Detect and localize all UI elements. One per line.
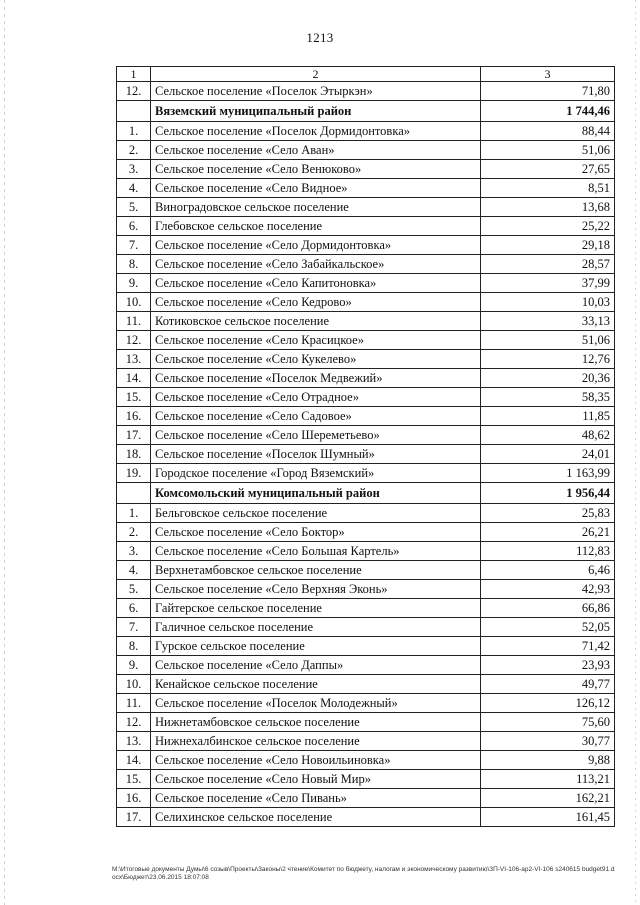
- settlement-name: Сельское поселение «Село Забайкальское»: [151, 255, 481, 274]
- budget-value: 24,01: [481, 445, 615, 464]
- row-number: 4.: [117, 561, 151, 580]
- settlement-name: Селихинское сельское поселение: [151, 808, 481, 827]
- header-row: [117, 67, 615, 82]
- settlement-name: Сельское поселение «Село Большая Картель»: [151, 542, 481, 561]
- budget-value: 71,80: [481, 82, 615, 101]
- table-header: [117, 67, 615, 82]
- column-header-name: 2: [151, 67, 481, 82]
- row-number: 15.: [117, 770, 151, 789]
- table-row: [117, 637, 615, 656]
- table-row: [117, 504, 615, 523]
- page-number: 1213: [306, 30, 334, 45]
- budget-value: 1 956,44: [481, 483, 615, 504]
- row-number: 4.: [117, 179, 151, 198]
- budget-value: 33,13: [481, 312, 615, 331]
- row-number: 12.: [117, 331, 151, 350]
- budget-value: 13,68: [481, 198, 615, 217]
- settlement-name: Комсомольский муниципальный район: [151, 483, 481, 504]
- table-body: [117, 82, 615, 827]
- row-number: 17.: [117, 426, 151, 445]
- row-number: 3.: [117, 542, 151, 561]
- budget-value: 29,18: [481, 236, 615, 255]
- table-row: [117, 770, 615, 789]
- settlement-name: Сельское поселение «Село Видное»: [151, 179, 481, 198]
- settlement-name: Сельское поселение «Поселок Медвежий»: [151, 369, 481, 388]
- table-row: [117, 217, 615, 236]
- table-row: [117, 694, 615, 713]
- settlement-name: Кенайское сельское поселение: [151, 675, 481, 694]
- row-number: 2.: [117, 523, 151, 542]
- table-row: [117, 82, 615, 101]
- budget-table: [116, 66, 615, 827]
- table-row: [117, 122, 615, 141]
- settlement-name: Сельское поселение «Село Даппы»: [151, 656, 481, 675]
- row-number: 17.: [117, 808, 151, 827]
- settlement-name: Сельское поселение «Село Шереметьево»: [151, 426, 481, 445]
- settlement-name: Галичное сельское поселение: [151, 618, 481, 637]
- table-row: [117, 331, 615, 350]
- settlement-name: Нижнетамбовское сельское поселение: [151, 713, 481, 732]
- row-number: 7.: [117, 618, 151, 637]
- budget-value: 75,60: [481, 713, 615, 732]
- budget-value: 1 744,46: [481, 101, 615, 122]
- row-number: [117, 101, 151, 122]
- row-number: 1.: [117, 122, 151, 141]
- table-row: [117, 751, 615, 770]
- budget-value: 11,85: [481, 407, 615, 426]
- budget-value: 28,57: [481, 255, 615, 274]
- budget-value: 51,06: [481, 141, 615, 160]
- row-number: 15.: [117, 388, 151, 407]
- scan-edge-right: [635, 0, 636, 905]
- table-row: [117, 464, 615, 483]
- table-row: [117, 675, 615, 694]
- settlement-name: Гурское сельское поселение: [151, 637, 481, 656]
- budget-value: 9,88: [481, 751, 615, 770]
- settlement-name: Сельское поселение «Село Пивань»: [151, 789, 481, 808]
- settlement-name: Сельское поселение «Село Аван»: [151, 141, 481, 160]
- budget-value: 162,21: [481, 789, 615, 808]
- budget-value: 37,99: [481, 274, 615, 293]
- table-row: [117, 160, 615, 179]
- table-row: [117, 274, 615, 293]
- row-number: 12.: [117, 82, 151, 101]
- row-number: 3.: [117, 160, 151, 179]
- settlement-name: Котиковское сельское поселение: [151, 312, 481, 331]
- row-number: 6.: [117, 599, 151, 618]
- budget-value: 112,83: [481, 542, 615, 561]
- budget-value: 48,62: [481, 426, 615, 445]
- budget-value: 49,77: [481, 675, 615, 694]
- row-number: 9.: [117, 656, 151, 675]
- row-number: 12.: [117, 713, 151, 732]
- budget-value: 27,65: [481, 160, 615, 179]
- budget-value: 113,21: [481, 770, 615, 789]
- table-row: [117, 445, 615, 464]
- budget-value: 71,42: [481, 637, 615, 656]
- table-row: [117, 407, 615, 426]
- settlement-name: Сельское поселение «Поселок Дормидонтовка»: [151, 122, 481, 141]
- column-header-number: 1: [117, 67, 151, 82]
- budget-value: 51,06: [481, 331, 615, 350]
- settlement-name: Глебовское сельское поселение: [151, 217, 481, 236]
- district-row: [117, 101, 615, 122]
- settlement-name: Сельское поселение «Поселок Молодежный»: [151, 694, 481, 713]
- table-row: [117, 732, 615, 751]
- row-number: 8.: [117, 255, 151, 274]
- budget-value: 30,77: [481, 732, 615, 751]
- row-number: 14.: [117, 751, 151, 770]
- table-row: [117, 236, 615, 255]
- budget-value: 88,44: [481, 122, 615, 141]
- table-row: [117, 789, 615, 808]
- budget-value: 10,03: [481, 293, 615, 312]
- table-row: [117, 141, 615, 160]
- row-number: 5.: [117, 580, 151, 599]
- row-number: 10.: [117, 293, 151, 312]
- settlement-name: Сельское поселение «Село Садовое»: [151, 407, 481, 426]
- settlement-name: Сельское поселение «Село Капитоновка»: [151, 274, 481, 293]
- table-row: [117, 523, 615, 542]
- table-row: [117, 255, 615, 274]
- budget-value: 126,12: [481, 694, 615, 713]
- row-number: 16.: [117, 789, 151, 808]
- table-row: [117, 198, 615, 217]
- table-row: [117, 426, 615, 445]
- settlement-name: Вяземский муниципальный район: [151, 101, 481, 122]
- table-row: [117, 312, 615, 331]
- column-header-value: 3: [481, 67, 615, 82]
- table-row: [117, 656, 615, 675]
- budget-value: 161,45: [481, 808, 615, 827]
- budget-value: 25,22: [481, 217, 615, 236]
- settlement-name: Сельское поселение «Село Новоильиновка»: [151, 751, 481, 770]
- settlement-name: Нижнехалбинское сельское поселение: [151, 732, 481, 751]
- budget-value: 52,05: [481, 618, 615, 637]
- budget-value: 66,86: [481, 599, 615, 618]
- row-number: 11.: [117, 312, 151, 331]
- row-number: 11.: [117, 694, 151, 713]
- settlement-name: Сельское поселение «Село Новый Мир»: [151, 770, 481, 789]
- settlement-name: Сельское поселение «Село Кукелево»: [151, 350, 481, 369]
- row-number: 14.: [117, 369, 151, 388]
- settlement-name: Сельское поселение «Село Верхняя Эконь»: [151, 580, 481, 599]
- row-number: 6.: [117, 217, 151, 236]
- budget-value: 42,93: [481, 580, 615, 599]
- table-row: [117, 808, 615, 827]
- settlement-name: Городское поселение «Город Вяземский»: [151, 464, 481, 483]
- budget-value: 25,83: [481, 504, 615, 523]
- table-row: [117, 580, 615, 599]
- settlement-name: Сельское поселение «Село Красицкое»: [151, 331, 481, 350]
- row-number: 1.: [117, 504, 151, 523]
- row-number: 13.: [117, 350, 151, 369]
- row-number: 5.: [117, 198, 151, 217]
- row-number: 18.: [117, 445, 151, 464]
- row-number: 19.: [117, 464, 151, 483]
- settlement-name: Гайтерское сельское поселение: [151, 599, 481, 618]
- row-number: 2.: [117, 141, 151, 160]
- settlement-name: Бельговское сельское поселение: [151, 504, 481, 523]
- budget-value: 26,21: [481, 523, 615, 542]
- row-number: 10.: [117, 675, 151, 694]
- row-number: 16.: [117, 407, 151, 426]
- scan-edge-left: [4, 0, 5, 905]
- settlement-name: Сельское поселение «Село Дормидонтовка»: [151, 236, 481, 255]
- row-number: [117, 483, 151, 504]
- table-row: [117, 388, 615, 407]
- budget-value: 58,35: [481, 388, 615, 407]
- settlement-name: Верхнетамбовское сельское поселение: [151, 561, 481, 580]
- table-row: [117, 350, 615, 369]
- budget-value: 23,93: [481, 656, 615, 675]
- budget-value: 12,76: [481, 350, 615, 369]
- budget-value: 20,36: [481, 369, 615, 388]
- table-row: [117, 599, 615, 618]
- budget-value: 1 163,99: [481, 464, 615, 483]
- settlement-name: Виноградовское сельское поселение: [151, 198, 481, 217]
- settlement-name: Сельское поселение «Село Отрадное»: [151, 388, 481, 407]
- row-number: 7.: [117, 236, 151, 255]
- table-row: [117, 542, 615, 561]
- budget-value: 8,51: [481, 179, 615, 198]
- settlement-name: Сельское поселение «Село Венюково»: [151, 160, 481, 179]
- settlement-name: Сельское поселение «Село Боктор»: [151, 523, 481, 542]
- table-row: [117, 179, 615, 198]
- row-number: 8.: [117, 637, 151, 656]
- settlement-name: Сельское поселение «Поселок Шумный»: [151, 445, 481, 464]
- table-row: [117, 561, 615, 580]
- settlement-name: Сельское поселение «Поселок Этыркэн»: [151, 82, 481, 101]
- district-row: [117, 483, 615, 504]
- table-row: [117, 713, 615, 732]
- table-row: [117, 369, 615, 388]
- settlement-name: Сельское поселение «Село Кедрово»: [151, 293, 481, 312]
- row-number: 13.: [117, 732, 151, 751]
- table-row: [117, 293, 615, 312]
- budget-value: 6,46: [481, 561, 615, 580]
- footer-file-path: M:\Итоговые документы Думы\6 созыв\Проекты\Законы\2 чтение\Комитет по бюджету, налогам и экономическому развитию\ЗП-VI-106-ap2-VI-106 s240615 budget91.docx\Бюджет\23.06.2015 18:07:08: [112, 866, 615, 881]
- row-number: 9.: [117, 274, 151, 293]
- table-row: [117, 618, 615, 637]
